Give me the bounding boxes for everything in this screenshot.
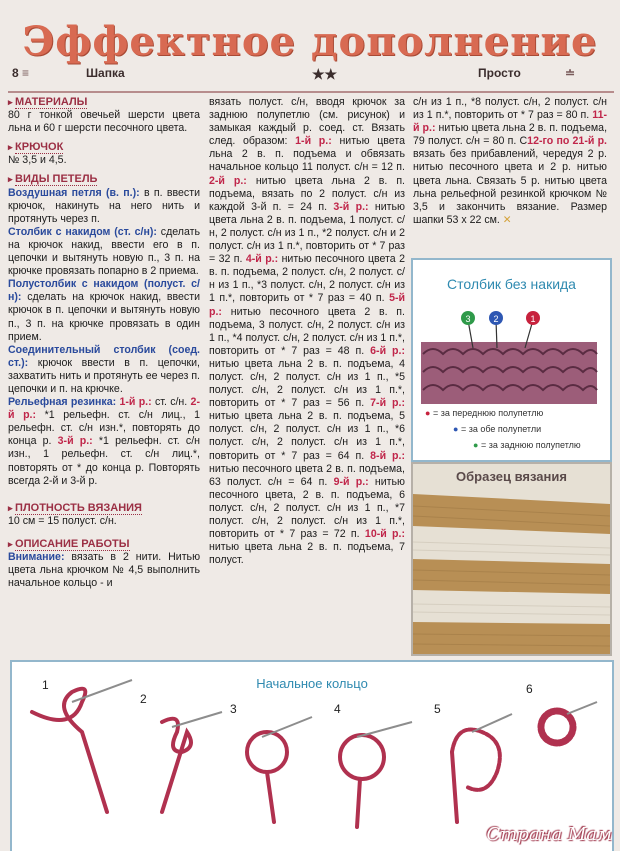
column-1 — [8, 96, 200, 590]
legend-item-front: ● = за переднюю полупетлю — [425, 408, 544, 418]
starting-ring-diagram — [10, 660, 614, 851]
difficulty-icon: ≐ — [565, 66, 576, 80]
work-text: Внимание: вязать в 2 нити. Нитью цвета льна крючком № 4,5 выполнить начальное кольцо - и — [8, 551, 201, 590]
sample-photo — [413, 464, 610, 654]
column-2 — [209, 96, 405, 567]
section-materials: ▸ МАТЕРИАЛЫ — [8, 96, 200, 109]
section-hook: ▸ КРЮЧОК — [8, 141, 200, 154]
page-title: Эффектное дополнение — [22, 18, 598, 65]
section-density: ▸ ПЛОТНОСТЬ ВЯЗАНИЯ — [8, 502, 200, 515]
header-divider — [8, 91, 614, 93]
svg-text:2: 2 — [493, 314, 499, 324]
difficulty-label: Просто — [478, 66, 521, 80]
category-label: Шапка — [86, 66, 125, 80]
sample-title: Образец вязания — [456, 469, 567, 484]
legend-item-both: ● = за обе полупетли — [453, 424, 542, 434]
step-number: 3 — [230, 702, 237, 716]
instructions-text: вязать полуст. с/н, вводя крючок за заднюю полупетлю (см. рисунок) и замыкая каждый р. соед. ст. Вязать след. образом: 1-й р.: нитью цвета льна 2 в. п. подъема и обвязать начальное кольцо 11 полуст. с/н = 12 п. 2-й р.: нитью цвета льна 2 в. п. подъема, вязать по 2 полуст. с/н из каждой 3-й п. = 24 п. 3-й р.: нитью цвета льна 2 в. п. подъема, 1 полуст. с/н, 2 полуст. с/н из 1 п., *2 полуст. с/н и 2 полуст. с/н из 1 п.*, повторить от * 7 раз = 32 п. 4-й р.: нитью песочного цвета 2 в. п. подъема, 2 полуст. с/н, 2 полуст. с/н из 1 п., *3 полуст. с/н, 2 полуст. с/н из 1 п.*, повторить от * 7 раз = 40 п. 5-й р.: нитью песочного цвета 2 в. п. подъема, 3 полуст. с/н, 2 полуст. с/н из 1 п., *4 полуст. с/н, 2 полуст. с/н из 1 п.*, повторить от * 7 раз = 48 п. 6-й р.: нитью цвета льна 2 в. п. подъема, 4 полуст. с/н, 2 полуст. с/н из 1 п., *5 полуст. с/н, 2 полуст. с/н из 1 п.*, повторить от * 7 раз = 56 п. 7-й р.: нитью цвета льна 2 в. п. подъема, 5 полуст. с/н, 2 полуст. с/н из 1 п., *6 полуст. с/н, 2 полуст. с/н из 1 п.*, повторить от * 7 раз = 64 п. 8-й р.: нитью песочного цвета 2 в. п. подъема, 63 полуст. с/н = 64 п. 9-й р.: нитью песочного цвета, 2 в. п. подъема, 6 полуст. с/н, 2 полуст. с/н из 1 п., *7 полуст. с/н, 2 полуст. с/н из 1 п.*, повторить от * 7 раз = 72 п. 10-й р.: нитью цвета льна 2 в. п. подъема, 7 полуст. — [209, 96, 405, 567]
difficulty-stars: ★★ — [312, 66, 338, 82]
ring-steps-illustration — [12, 662, 612, 851]
ribbing-desc: Рельефная резинка: 1-й р.: ст. с/н. 2-й р.: *1 рельефн. ст. с/н лиц., 1 рельефн. ст. с/н изн.*, повторять до конца р. 3-й р.: *1 рельефн. ст. с/н изн., 1 рельефн. ст. с/н лиц.*, повторять от * до конца р. Повторять всегда 2-й и 3-й р. — [8, 396, 200, 487]
step-number: 1 — [42, 678, 49, 692]
knitting-sample — [411, 462, 612, 656]
section-stitch-types: ▸ ВИДЫ ПЕТЕЛЬ — [8, 173, 200, 186]
hook-text: № 3,5 и 4,5. — [8, 154, 67, 167]
site-watermark: Страна Мам — [486, 824, 612, 845]
half-double-desc: Полустолбик с накидом (полуст. с/н): сделать на крючок накид, ввести крючок в п. цепочки и вытянуть новую п., 3 п. на крючке провязать в один прием. — [8, 278, 200, 343]
section-work: ▸ ОПИСАНИЕ РАБОТЫ — [8, 538, 200, 551]
stitch-illustration — [413, 304, 606, 414]
ring-diagram-title: Начальное кольцо — [256, 676, 368, 691]
step-number: 6 — [526, 682, 533, 696]
step-number: 2 — [140, 692, 147, 706]
page-number: 8 ≡ — [12, 66, 30, 80]
instructions-end-text: с/н из 1 п., *8 полуст. с/н, 2 полуст. с/н из 1 п.*, повторить от * 7 раз = 80 п. 11-й р.: нитью цвета льна 2 в. п. подъема, 79 полуст. с/н = 80 п. С12-го по 21-й р. вязать без прибавлений, чередуя 2 р. нитью песочного цвета и 2 р. нитью цвета льна. Связать 5 р. нитью цвета льна рельефной резинкой крючком № 3,5 и закончить вязание. Размер шапки 53 х 22 см. ✕ — [413, 96, 608, 226]
chain-stitch-desc: Воздушная петля (в. п.): в п. ввести крючок, накинуть на него нить и протянуть через п. — [8, 186, 200, 225]
column-3 — [413, 96, 607, 227]
density-text: 10 см = 15 полуст. с/н. — [8, 514, 117, 527]
stitch-diagram — [411, 258, 612, 462]
svg-text:3: 3 — [465, 314, 471, 324]
slip-stitch-desc: Соединительный столбик (соед. ст.): крючок ввести в п. цепочки, захватить нить и протянуть ее через п. цепочки и п. на крючке. — [8, 343, 200, 395]
legend-item-back: ● = за заднюю полупетлю — [473, 440, 581, 450]
double-crochet-desc: Столбик с накидом (ст. с/н): сделать на крючок накид, ввести его в п. цепочки и вытянуть новую п., 3 п. на крючке провязать попарно в 2 приема. — [8, 225, 200, 278]
step-number: 5 — [434, 702, 441, 716]
step-number: 4 — [334, 702, 341, 716]
svg-text:1: 1 — [530, 314, 536, 324]
stitch-diagram-title: Столбик без накида — [447, 276, 576, 292]
materials-text: 80 г тонкой овечьей шерсти цвета льна и 60 г шерсти песочного цвета. — [8, 109, 200, 135]
